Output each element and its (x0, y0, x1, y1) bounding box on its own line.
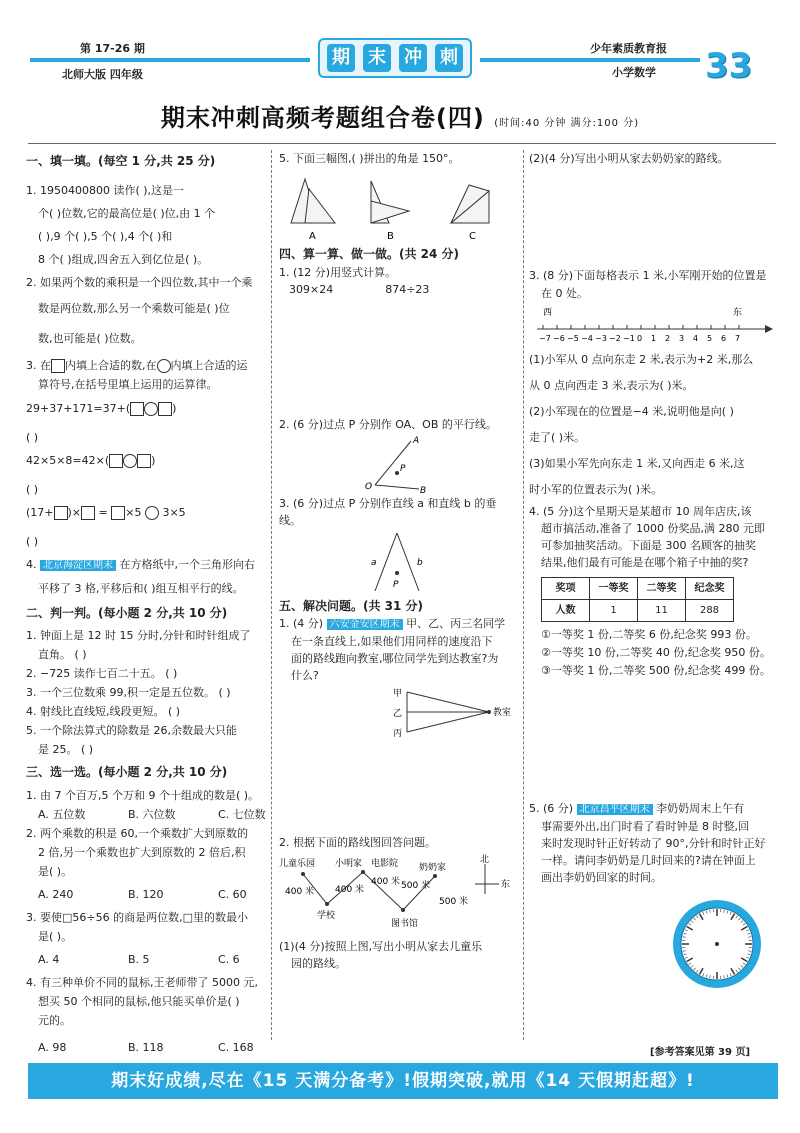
table-header: 一等奖 (590, 578, 638, 600)
q1-line: ( ),9 个( ),5 个( ),4 个( )和 (38, 229, 173, 243)
q4-text: 4. (26, 557, 37, 571)
figure-c (451, 185, 489, 223)
q2-line: 2. 如果两个数的乘积是一个四位数,其中一个乘 (26, 275, 253, 289)
answer-space[interactable] (529, 680, 774, 800)
numberline-subquestion: 走了( )米。 (529, 431, 586, 445)
judge-item: 2. −725 读作七百二十五。 ( ) (26, 667, 178, 681)
choice-question: 元的。 (38, 1013, 71, 1027)
table-header: 奖项 (542, 578, 590, 600)
column-divider (523, 150, 524, 1040)
table-row (542, 578, 734, 600)
section-5-heading: 五、解决问题。(共 31 分) (279, 598, 424, 613)
q4-text: 平移了 3 格,平移后和( )组互相平行的线。 (38, 581, 244, 595)
distance-label: 400 米 (371, 876, 401, 887)
law-blank[interactable]: ( ) (26, 430, 39, 444)
banner-char: 刺 (435, 44, 463, 72)
route-subquestion: (2)(4 分)写出小明从家去奶奶家的路线。 (529, 152, 729, 165)
choice-option[interactable]: C. 七位数 (218, 807, 266, 821)
edition-label: 北师大版 四年级 (62, 68, 143, 81)
answer-box[interactable] (54, 506, 68, 520)
banner-char: 末 (363, 44, 391, 72)
numberline-subquestion: 从 0 点向西走 3 米,表示为( )米。 (529, 379, 694, 393)
choice-question: 4. 有三种单价不同的鼠标,王老师带了 5000 元, (26, 975, 258, 989)
page-title (0, 100, 800, 137)
q3-line (26, 354, 266, 377)
route-subquestion: 园的路线。 (291, 956, 346, 970)
figure-label: C (469, 231, 476, 243)
section-4-heading: 四、算一算、做一做。(共 24 分) (279, 247, 460, 262)
tick-label: −2 (609, 334, 621, 344)
map-place: 电影院 (371, 858, 399, 869)
angle-figure (279, 433, 509, 495)
lottery-question: 结果,他们最有可能是在哪个箱子中抽的奖? (541, 556, 749, 570)
tick-label: 3 (679, 334, 685, 344)
lottery-question: 超市搞活动,准备了 1000 份奖品,满 280 元即 (541, 522, 765, 536)
lines-figure (279, 529, 509, 595)
expr-text: 29+37+171=37+( (26, 401, 131, 415)
answer-space[interactable] (529, 167, 774, 267)
calc-item: 874÷23 (385, 282, 430, 296)
expr-text: )× (67, 505, 82, 519)
tick-label: 2 (665, 334, 671, 344)
table-cell: 1 (590, 600, 638, 622)
problem-1-line (279, 615, 517, 633)
table-cell: 11 (638, 600, 686, 622)
subject-label: 小学数学 (612, 66, 656, 79)
choice-option[interactable]: C. 60 (218, 887, 247, 901)
tick-label: −7 (539, 334, 551, 344)
source-tag: 北京昌平区期末 (577, 804, 653, 815)
choice-option[interactable]: B. 118 (128, 1040, 164, 1054)
title-rule (28, 143, 776, 144)
distance-label: 500 米 (439, 896, 469, 907)
calc-question: 1. (12 分)用竖式计算。 (279, 265, 397, 279)
judge-item: 5. 一个除法算式的除数是 26,余数最大只能 (26, 724, 237, 738)
q2-line: 数,也可能是( )位数。 (38, 331, 142, 345)
judge-item: 是 25。 ( ) (38, 743, 94, 757)
answer-circle[interactable] (123, 454, 137, 468)
route-subquestion: (1)(4 分)按照上图,写出小明从家去儿童乐 (279, 939, 483, 953)
choice-options (26, 885, 266, 904)
set-square-figures (279, 171, 509, 243)
problem-text: 事需要外出,出门时看了看时钟是 8 时整,回 (541, 820, 749, 834)
expr-text: (17+ (26, 505, 54, 519)
choice-question: 1. 由 7 个百万,5 个万和 9 个十组成的数是( )。 (26, 788, 260, 802)
numberline-subquestion: 时小军的位置表示为( )米。 (529, 483, 663, 497)
section-2-heading: 二、判一判。(每小题 2 分,共 10 分) (26, 605, 228, 620)
point-label: B (420, 485, 427, 496)
choice-question: 2. 两个乘数的积是 60,一个乘数扩大到原数的 (26, 826, 248, 840)
answer-box[interactable] (130, 402, 144, 416)
expr-text: 3×5 (162, 505, 186, 519)
map-place: 儿童乐园 (279, 858, 316, 869)
table-header: 二等奖 (638, 578, 686, 600)
exam-banner (318, 38, 472, 78)
tick-label: −3 (595, 334, 607, 344)
choice-option[interactable]: B. 120 (128, 887, 164, 901)
lottery-option[interactable]: ①一等奖 1 份,二等奖 6 份,纪念奖 993 份。 (541, 628, 757, 642)
q3-text: 内填上合适的数,在 (65, 358, 157, 372)
problem-text: 李奶奶周末上午有 (656, 802, 745, 816)
numberline-subquestion: (2)小军现在的位置是−4 米,说明他是向( ) (529, 405, 734, 419)
middle-column (279, 150, 517, 972)
choice-option[interactable]: A. 240 (38, 887, 74, 901)
choice-options (26, 1038, 266, 1057)
choice-option[interactable]: A. 98 (38, 1040, 67, 1054)
problem-text: 在一条直线上,如果他们用同样的速度沿下 (291, 635, 493, 649)
route-map (279, 854, 515, 938)
numberline-subquestion: (1)小军从 0 点向东走 2 米,表示为+2 米,那么 (529, 353, 754, 367)
map-place: 学校 (317, 910, 336, 921)
banner-char: 期 (327, 44, 355, 72)
map-place: 图书馆 (391, 918, 419, 929)
figure-label: A (309, 231, 316, 243)
choice-options (26, 805, 266, 824)
choice-question: 是( )。 (38, 929, 73, 943)
line-label: b (417, 557, 423, 568)
point-label: A (413, 435, 420, 446)
title-text: 期末冲刺高频考题组合卷(四) (160, 104, 485, 132)
judge-item: 3. 一个三位数乘 99,积一定是五位数。 ( ) (26, 686, 231, 700)
direction-west: 西 (543, 308, 553, 319)
answer-box[interactable] (111, 506, 125, 520)
choice-question: 想买 50 个相同的鼠标,他只能买单价是( ) (38, 994, 240, 1008)
tick-label: −6 (553, 334, 565, 344)
section-3-heading: 三、选一选。(每小题 2 分,共 10 分) (26, 765, 228, 780)
calc-item: 309×24 (289, 282, 334, 296)
lottery-question: 4. (5 分)这个星期天是某超市 10 周年店庆,该 (529, 505, 752, 519)
distance-label: 400 米 (335, 884, 365, 895)
choice-option[interactable]: B. 5 (128, 952, 150, 966)
answer-circle[interactable] (145, 506, 159, 520)
lottery-option[interactable]: ②一等奖 10 份,二等奖 40 份,纪念奖 950 份。 (541, 646, 771, 660)
tick-label: 6 (721, 334, 727, 344)
problem-text: 1. (4 分) (279, 617, 324, 631)
judge-item: 1. 钟面上是 12 时 15 分时,分针和时针组成了 (26, 629, 251, 643)
table-header: 纪念奖 (686, 578, 734, 600)
compass-east: 东 (501, 879, 511, 890)
law-blank[interactable]: ( ) (26, 482, 39, 496)
map-place: 小明家 (335, 858, 363, 869)
tick-label: 5 (707, 334, 713, 344)
answer-box[interactable] (137, 454, 151, 468)
q4-text: 在方格纸中,一个三角形向右 (119, 557, 255, 571)
law-blank[interactable]: ( ) (26, 534, 39, 548)
expr-1 (26, 397, 266, 420)
banner-char: 冲 (399, 44, 427, 72)
choice-options (26, 950, 266, 969)
q4-line (26, 553, 266, 577)
judge-item: 4. 射线比直线短,线段更短。 ( ) (26, 705, 181, 719)
answer-space[interactable] (279, 740, 517, 834)
numberline-question: 在 0 处。 (541, 287, 588, 301)
q3-text: 3. 在 (26, 358, 51, 372)
expr-text: 42×5×8=42×( (26, 453, 110, 467)
q1-line: 个( )位数,它的最高位是( )位,由 1 个 (38, 206, 216, 220)
answer-circle[interactable] (157, 359, 171, 373)
perpendicular-question: 3. (6 分)过点 P 分别作直线 a 和直线 b 的垂线。 (279, 496, 497, 527)
q3-text: 算符号,在括号里填上运用的运算律。 (38, 377, 218, 391)
q1-line: 1. 1950400800 读作( ),这是一 (26, 183, 185, 197)
problem-text: 5. (6 分) (529, 802, 574, 816)
page-number: 33 (705, 46, 753, 86)
expr-text: ) (151, 453, 156, 467)
angle-question: 5. 下面三幅图,( )拼出的角是 150°。 (279, 152, 460, 165)
problem-text: 什么? (291, 669, 319, 683)
source-tag: 六安金安区期末 (327, 619, 403, 630)
choice-option[interactable]: C. 168 (218, 1040, 254, 1054)
problem-text: 画出李奶奶回家的时间。 (541, 871, 662, 885)
table-row (542, 600, 734, 622)
right-column (529, 150, 774, 996)
problem-text: 一样。请问李奶奶是几时回来的?请在钟面上 (541, 854, 756, 868)
answer-circle[interactable] (144, 402, 158, 416)
q1-line: 8 个( )组成,四舍五入到亿位是( )。 (38, 252, 209, 266)
point-label: O (365, 481, 373, 492)
calc-workspace[interactable] (279, 298, 517, 416)
tick-label: −4 (581, 334, 593, 344)
figure-a (291, 179, 335, 223)
choice-question: 3. 要使□56÷56 的商是两位数,□里的数最小 (26, 910, 248, 924)
lottery-option[interactable]: ③一等奖 1 份,二等奖 500 份,纪念奖 499 份。 (541, 664, 771, 678)
q3-text: 内填上合适的运 (170, 358, 248, 372)
classroom-label: 教室 (493, 708, 512, 719)
choice-option[interactable]: B. 六位数 (128, 807, 176, 821)
route-question: 2. 根据下面的路线图回答问题。 (279, 836, 436, 850)
judge-item: 直角。 ( ) (38, 648, 87, 662)
number-line (529, 303, 774, 347)
tick-label: 7 (735, 334, 741, 344)
numberline-question: 3. (8 分)下面每格表示 1 米,小军刚开始的位置是 (529, 269, 767, 283)
distance-label: 400 米 (285, 886, 315, 897)
table-cell: 288 (686, 600, 734, 622)
issue-number: 第 17-26 期 (80, 42, 145, 55)
expr-text: ) (172, 401, 177, 415)
runners-figure (279, 684, 512, 740)
calc-items (279, 281, 517, 298)
choice-option[interactable]: A. 五位数 (38, 807, 86, 821)
direction-east: 东 (733, 308, 743, 319)
problem-text: 甲、乙、丙三名同学 (406, 617, 506, 631)
q2-line: 数是两位数,那么另一个乘数可能是( )位 (38, 301, 230, 315)
newspaper-name: 少年素质教育报 (590, 42, 667, 55)
problem-text: 来时发现时针正好转动了 90°,分针和时针正好 (541, 837, 766, 851)
runner-label: 乙 (393, 709, 403, 720)
problem-text: 面的路线跑向教室,哪位同学先到达教室?为 (291, 652, 499, 666)
lottery-question: 可参加抽奖活动。下面是 300 名顾客的抽奖 (541, 539, 756, 553)
expr-text: ×5 (125, 505, 142, 519)
header-stripe-left (30, 58, 310, 62)
line-label: a (371, 557, 377, 568)
compass-north: 北 (480, 854, 490, 865)
left-column (26, 150, 266, 1057)
tick-label: −1 (623, 334, 635, 344)
answer-box[interactable] (51, 359, 65, 373)
promo-banner: 期末好成绩,尽在《15 天满分备考》!假期突破,就用《14 天假期赶超》! (28, 1063, 778, 1099)
choice-option[interactable]: A. 4 (38, 952, 60, 966)
figure-label: B (387, 231, 394, 243)
answer-box[interactable] (109, 454, 123, 468)
numberline-subquestion: (3)如果小军先向东走 1 米,又向西走 6 米,这 (529, 457, 745, 471)
tick-label: 4 (693, 334, 699, 344)
distance-label: 500 米 (401, 880, 431, 891)
runner-label: 丙 (393, 729, 403, 740)
parallel-question: 2. (6 分)过点 P 分别作 OA、OB 的平行线。 (279, 417, 497, 431)
title-note: (时间:40 分钟 满分:100 分) (494, 118, 640, 129)
choice-option[interactable]: C. 6 (218, 952, 240, 966)
point-label: P (400, 463, 406, 474)
answer-reference: [参考答案见第 39 页] (650, 1047, 751, 1058)
expr-text: = (98, 505, 108, 519)
table-cell: 人数 (542, 600, 590, 622)
number-line-ticks (539, 325, 740, 343)
tick-label: −5 (567, 334, 579, 344)
choice-question: 是( )。 (38, 864, 73, 878)
answer-box[interactable] (158, 402, 172, 416)
source-tag: 北京海淀区期末 (40, 560, 116, 571)
expr-3 (26, 501, 266, 524)
runner-label: 甲 (393, 689, 403, 700)
figure-b (371, 181, 409, 223)
prize-table (541, 577, 734, 622)
header-stripe-right (480, 58, 700, 62)
map-place: 奶奶家 (419, 862, 447, 873)
tick-label: 0 (637, 334, 643, 344)
clock-face[interactable] (529, 892, 774, 996)
answer-box[interactable] (81, 506, 95, 520)
tick-label: 1 (651, 334, 657, 344)
problem-5-line (529, 800, 774, 818)
point-label: P (393, 579, 399, 590)
column-divider (271, 150, 272, 1040)
expr-2 (26, 449, 266, 472)
section-1-heading: 一、填一填。(每空 1 分,共 25 分) (26, 154, 216, 168)
choice-question: 2 倍,另一个乘数也扩大到原数的 2 倍后,积 (38, 845, 246, 859)
